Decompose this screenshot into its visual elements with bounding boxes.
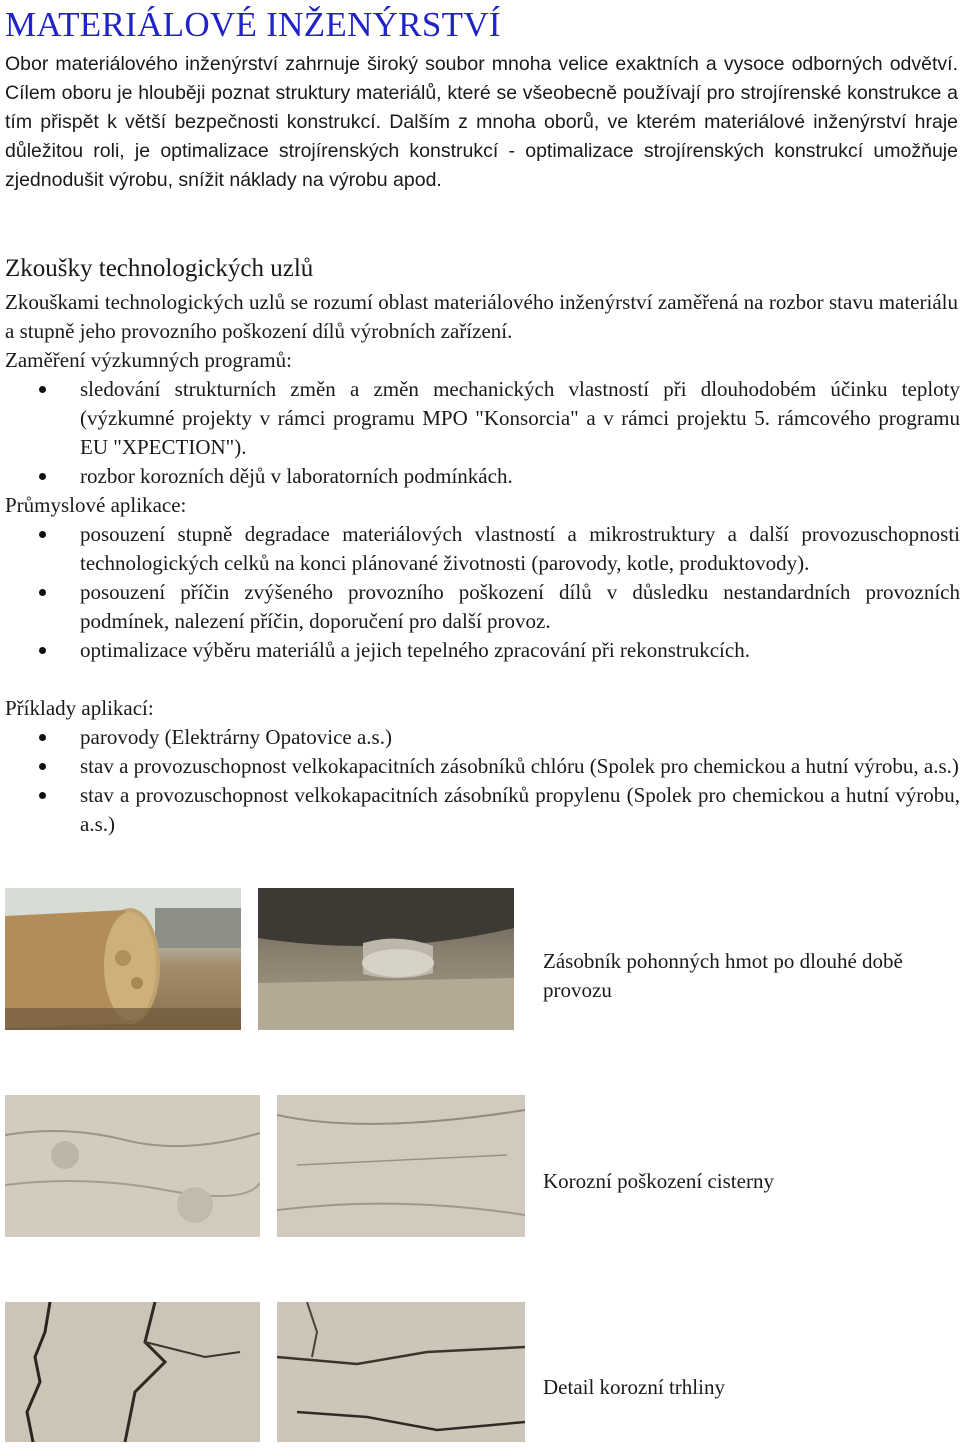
list-item-text: sledování strukturních změn a změn mechanických vlastností při dlouhodobém účinku teploty (výzkumné projekty v rámci programu MPO "Konsorcia" a v rámci projektu 5. rámcového programu EU "XPECTION"). (80, 377, 960, 459)
tank-photo-right (258, 888, 514, 1030)
bullet-icon (39, 589, 46, 596)
industry-list (5, 520, 960, 665)
list-item-text: rozbor korozních dějů v laboratorních podmínkách. (80, 464, 513, 488)
intro-paragraph: Obor materiálového inženýrství zahrnuje široký soubor mnoha velice exaktních a vysoce odborných odvětví. Cílem oboru je hlouběji poznat struktury materiálů, které se všeobecně používají pro strojírenské konstrukce a tím přispět k větší bezpečnosti konstrukcí. Dalším z mnoha oborů, ve kterém materiálové inženýrství hraje důležitou roli, je optimalizace strojírenských konstrukcí - optimalizace strojírenských konstrukcí umožňuje zjednodušit výrobu, snížit náklady na výrobu apod. (5, 53, 958, 191)
list-item-text: optimalizace výběru materiálů a jejich tepelného zpracování při rekonstrukcích. (80, 638, 750, 662)
list-item (5, 636, 960, 665)
bullet-icon (39, 531, 46, 538)
industry-label: Průmyslové aplikace: (5, 493, 187, 517)
list-item-text: posouzení příčin zvýšeného provozního poškození dílů v důsledku nestandardních provozních podmínek, nalezení příčin, doporučení pro další provoz. (80, 580, 960, 633)
list-item-text: stav a provozuschopnost velkokapacitních zásobníků propylenu (Spolek pro chemickou a hutní výrobu, a.s.) (80, 783, 960, 836)
list-item (5, 752, 960, 781)
figure-caption: Korozní poškození cisterny (543, 1169, 774, 1193)
section-paragraph: Zkouškami technologických uzlů se rozumí oblast materiálového inženýrství zaměřená na rozbor stavu materiálu a stupně jeho provozního poškození dílů výrobních zařízení. (5, 290, 958, 343)
list-item (5, 462, 960, 491)
list-item (5, 781, 960, 839)
page-title: MATERIÁLOVÉ INŽENÝRSTVÍ (5, 5, 501, 44)
figure-caption: Zásobník pohonných hmot po dlouhé době provozu (543, 949, 903, 1002)
bullet-icon (39, 763, 46, 770)
list-item-text: parovody (Elektrárny Opatovice a.s.) (80, 725, 392, 749)
corrosion-photo-right (277, 1095, 525, 1237)
bullet-icon (39, 386, 46, 393)
examples-list (5, 723, 960, 839)
list-item (5, 723, 960, 752)
bullet-icon (39, 647, 46, 654)
list-item (5, 578, 960, 636)
tank-photo-left (5, 888, 241, 1030)
bullet-icon (39, 734, 46, 741)
bullet-icon (39, 792, 46, 799)
list-item-text: stav a provozuschopnost velkokapacitních zásobníků chlóru (Spolek pro chemickou a hutní výrobu, a.s.) (80, 754, 959, 778)
crack-photo-left (5, 1302, 260, 1442)
corrosion-photo-left (5, 1095, 260, 1237)
figure-caption: Detail korozní trhliny (543, 1375, 725, 1399)
crack-photo-right (277, 1302, 525, 1442)
bullet-icon (39, 473, 46, 480)
list-item-text: posouzení stupně degradace materiálových vlastností a mikrostruktury a další provozuschopnosti technologických celků na konci plánované životnosti (parovody, kotle, produktovody). (80, 522, 960, 575)
list-item (5, 375, 960, 462)
examples-label: Příklady aplikací: (5, 696, 154, 720)
research-list (5, 375, 960, 491)
section-heading: Zkoušky technologických uzlů (5, 255, 314, 282)
research-label: Zaměření výzkumných programů: (5, 348, 292, 372)
list-item (5, 520, 960, 578)
